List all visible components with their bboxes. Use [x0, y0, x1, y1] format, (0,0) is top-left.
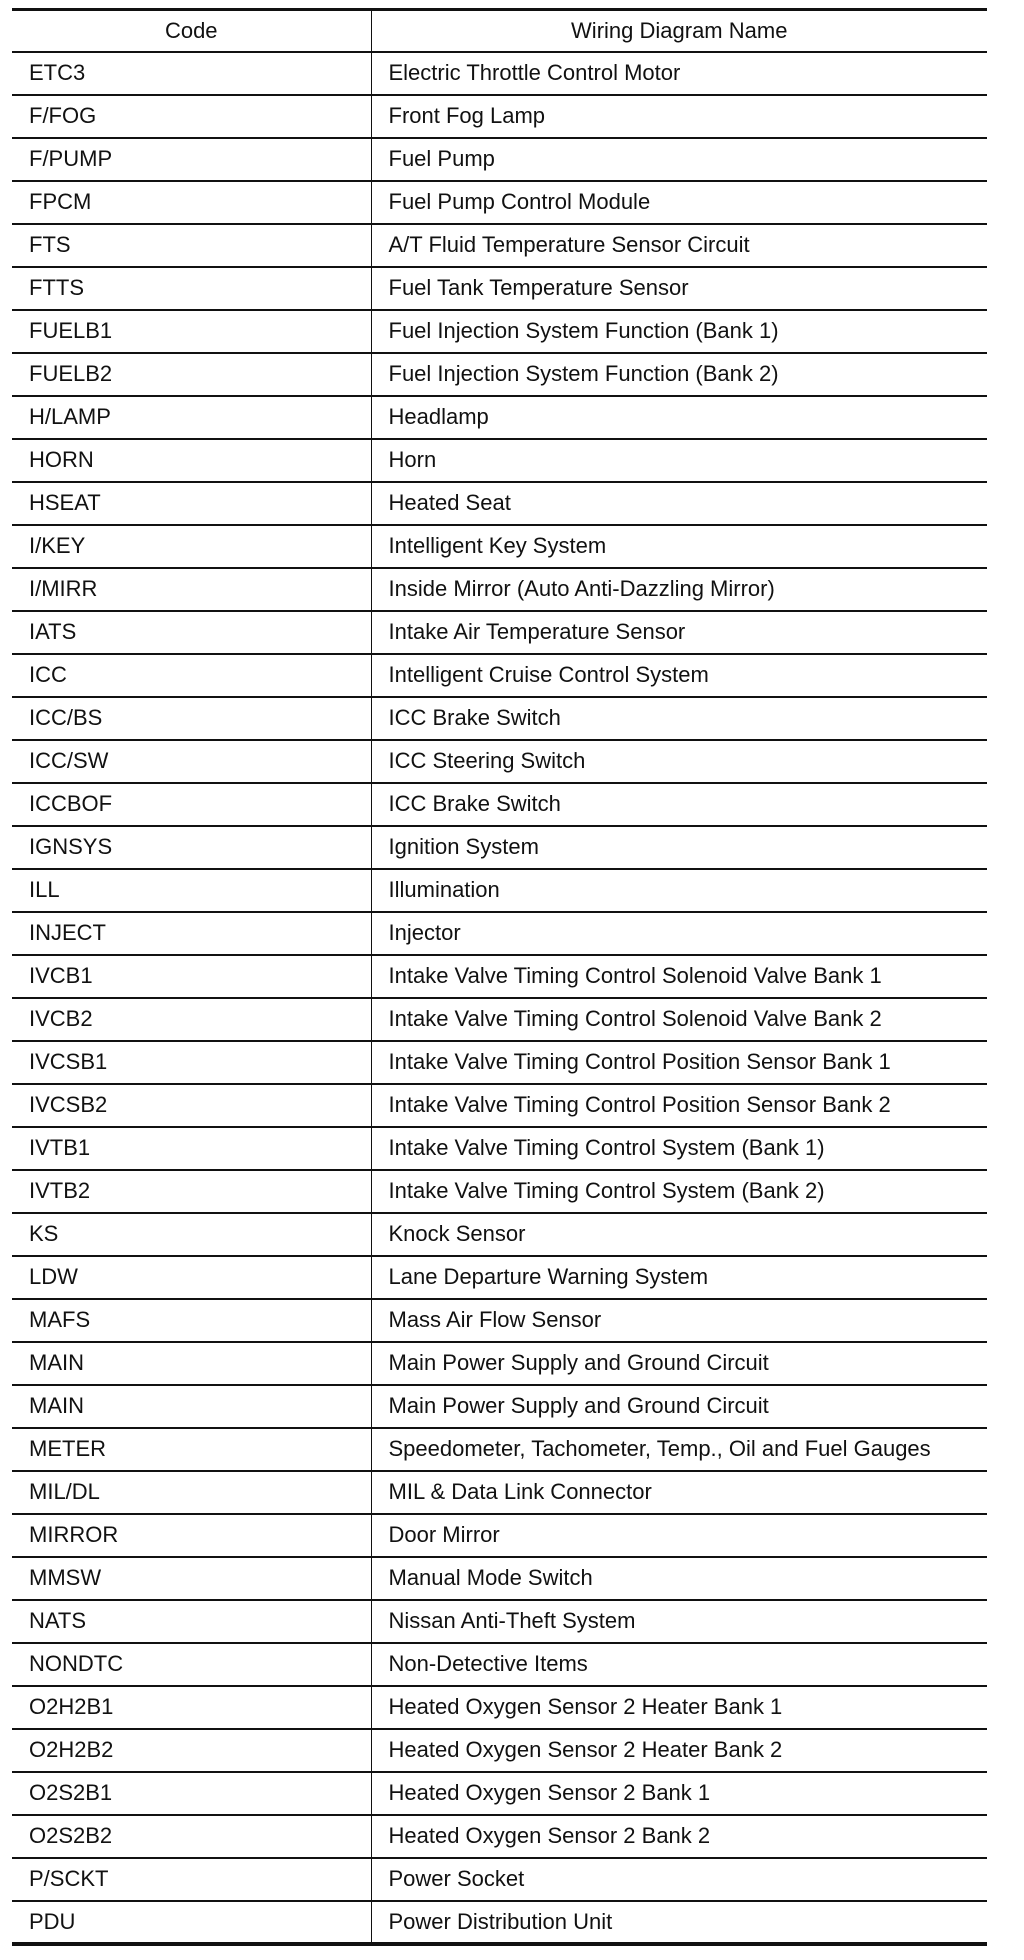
table-row — [12, 998, 987, 1041]
table-row — [12, 654, 987, 697]
wiring-diagram-name-cell: Fuel Injection System Function (Bank 2) — [371, 353, 987, 396]
code-cell: IVCSB2 — [12, 1084, 371, 1127]
table-row — [12, 1299, 987, 1342]
code-cell: ETC3 — [12, 52, 371, 95]
code-cell: F/FOG — [12, 95, 371, 138]
table-row — [12, 1127, 987, 1170]
wiring-diagram-name-cell: Intake Valve Timing Control System (Bank 1) — [371, 1127, 987, 1170]
wiring-diagram-name-cell: Lane Departure Warning System — [371, 1256, 987, 1299]
wiring-diagram-name-cell: Inside Mirror (Auto Anti-Dazzling Mirror) — [371, 568, 987, 611]
code-cell: IVCB2 — [12, 998, 371, 1041]
table-row — [12, 181, 987, 224]
code-cell: I/KEY — [12, 525, 371, 568]
table-row — [12, 1772, 987, 1815]
code-cell: O2H2B2 — [12, 1729, 371, 1772]
code-cell: FTTS — [12, 267, 371, 310]
table-row — [12, 826, 987, 869]
table-body — [12, 52, 987, 1944]
table-row — [12, 568, 987, 611]
table-row — [12, 1471, 987, 1514]
wiring-diagram-name-cell: Intake Valve Timing Control Position Sensor Bank 2 — [371, 1084, 987, 1127]
code-cell: I/MIRR — [12, 568, 371, 611]
wiring-diagram-name-cell: Intelligent Cruise Control System — [371, 654, 987, 697]
code-cell: O2S2B1 — [12, 1772, 371, 1815]
table-row — [12, 396, 987, 439]
wiring-diagram-name-cell: Nissan Anti-Theft System — [371, 1600, 987, 1643]
code-cell: FUELB2 — [12, 353, 371, 396]
wiring-diagram-name-header: Wiring Diagram Name — [371, 10, 987, 52]
table-row — [12, 1041, 987, 1084]
wiring-diagram-name-cell: Intake Valve Timing Control Position Sensor Bank 1 — [371, 1041, 987, 1084]
code-cell: MAIN — [12, 1342, 371, 1385]
wiring-diagram-name-cell: Manual Mode Switch — [371, 1557, 987, 1600]
code-cell: O2H2B1 — [12, 1686, 371, 1729]
code-cell: NONDTC — [12, 1643, 371, 1686]
code-cell: NATS — [12, 1600, 371, 1643]
code-cell: FUELB1 — [12, 310, 371, 353]
wiring-diagram-name-cell: Non-Detective Items — [371, 1643, 987, 1686]
table-row — [12, 267, 987, 310]
table-row — [12, 1514, 987, 1557]
wiring-diagram-name-cell: A/T Fluid Temperature Sensor Circuit — [371, 224, 987, 267]
code-cell: LDW — [12, 1256, 371, 1299]
code-cell: F/PUMP — [12, 138, 371, 181]
table-row — [12, 740, 987, 783]
code-cell: MIRROR — [12, 1514, 371, 1557]
table-row — [12, 1084, 987, 1127]
table-row — [12, 783, 987, 826]
wiring-diagram-name-cell: Intake Valve Timing Control System (Bank 2) — [371, 1170, 987, 1213]
table-row — [12, 353, 987, 396]
code-cell: HORN — [12, 439, 371, 482]
code-cell: MIL/DL — [12, 1471, 371, 1514]
table-row — [12, 224, 987, 267]
wiring-diagram-name-cell: Power Distribution Unit — [371, 1901, 987, 1944]
table-row — [12, 525, 987, 568]
wiring-diagram-name-cell: Main Power Supply and Ground Circuit — [371, 1342, 987, 1385]
table-row — [12, 1815, 987, 1858]
code-cell: FTS — [12, 224, 371, 267]
wiring-diagram-name-cell: Knock Sensor — [371, 1213, 987, 1256]
code-cell: PDU — [12, 1901, 371, 1944]
wiring-diagram-name-cell: Fuel Injection System Function (Bank 1) — [371, 310, 987, 353]
wiring-diagram-name-cell: Front Fog Lamp — [371, 95, 987, 138]
code-cell: MAFS — [12, 1299, 371, 1342]
code-cell: O2S2B2 — [12, 1815, 371, 1858]
code-cell: HSEAT — [12, 482, 371, 525]
wiring-diagram-name-cell: ICC Brake Switch — [371, 697, 987, 740]
wiring-diagram-name-cell: Illumination — [371, 869, 987, 912]
table-row — [12, 1428, 987, 1471]
code-cell: FPCM — [12, 181, 371, 224]
table-row — [12, 697, 987, 740]
table-row — [12, 482, 987, 525]
code-cell: H/LAMP — [12, 396, 371, 439]
wiring-diagram-table — [12, 8, 987, 1946]
wiring-diagram-name-cell: Headlamp — [371, 396, 987, 439]
wiring-diagram-name-cell: Fuel Pump — [371, 138, 987, 181]
wiring-diagram-name-cell: Injector — [371, 912, 987, 955]
wiring-diagram-name-cell: Ignition System — [371, 826, 987, 869]
code-cell: ICC/SW — [12, 740, 371, 783]
table-row — [12, 1557, 987, 1600]
code-cell: ICC/BS — [12, 697, 371, 740]
wiring-diagram-name-cell: Heated Oxygen Sensor 2 Heater Bank 2 — [371, 1729, 987, 1772]
wiring-diagram-name-cell: Door Mirror — [371, 1514, 987, 1557]
code-cell: ILL — [12, 869, 371, 912]
table-row — [12, 912, 987, 955]
table-row — [12, 1385, 987, 1428]
code-cell: ICCBOF — [12, 783, 371, 826]
table-row — [12, 1686, 987, 1729]
code-cell: INJECT — [12, 912, 371, 955]
code-cell: METER — [12, 1428, 371, 1471]
table-row — [12, 52, 987, 95]
wiring-diagram-name-cell: Speedometer, Tachometer, Temp., Oil and Fuel Gauges — [371, 1428, 987, 1471]
code-cell: IVTB2 — [12, 1170, 371, 1213]
code-cell: MAIN — [12, 1385, 371, 1428]
wiring-diagram-name-cell: Main Power Supply and Ground Circuit — [371, 1385, 987, 1428]
table-row — [12, 439, 987, 482]
wiring-diagram-name-cell: MIL & Data Link Connector — [371, 1471, 987, 1514]
code-cell: P/SCKT — [12, 1858, 371, 1901]
code-cell: IATS — [12, 611, 371, 654]
wiring-diagram-name-cell: Fuel Tank Temperature Sensor — [371, 267, 987, 310]
code-cell: MMSW — [12, 1557, 371, 1600]
table-row — [12, 1256, 987, 1299]
code-header: Code — [12, 10, 371, 52]
wiring-diagram-name-cell: Heated Oxygen Sensor 2 Heater Bank 1 — [371, 1686, 987, 1729]
table-row — [12, 1729, 987, 1772]
table-row — [12, 1170, 987, 1213]
code-cell: ICC — [12, 654, 371, 697]
wiring-diagram-name-cell: Intelligent Key System — [371, 525, 987, 568]
wiring-diagram-name-cell: Mass Air Flow Sensor — [371, 1299, 987, 1342]
wiring-diagram-name-cell: Heated Oxygen Sensor 2 Bank 2 — [371, 1815, 987, 1858]
wiring-diagram-name-cell: Intake Valve Timing Control Solenoid Valve Bank 2 — [371, 998, 987, 1041]
table-row — [12, 869, 987, 912]
wiring-diagram-name-cell: ICC Steering Switch — [371, 740, 987, 783]
wiring-diagram-name-cell: Electric Throttle Control Motor — [371, 52, 987, 95]
table-row — [12, 310, 987, 353]
header-row — [12, 10, 987, 52]
code-cell: IVTB1 — [12, 1127, 371, 1170]
table-row — [12, 955, 987, 998]
table-row — [12, 1643, 987, 1686]
code-cell: IVCB1 — [12, 955, 371, 998]
wiring-diagram-name-cell: Horn — [371, 439, 987, 482]
table-row — [12, 1901, 987, 1944]
code-cell: IVCSB1 — [12, 1041, 371, 1084]
table-row — [12, 1213, 987, 1256]
wiring-diagram-name-cell: Intake Air Temperature Sensor — [371, 611, 987, 654]
wiring-diagram-name-cell: Heated Seat — [371, 482, 987, 525]
wiring-diagram-name-cell: Heated Oxygen Sensor 2 Bank 1 — [371, 1772, 987, 1815]
table-row — [12, 1600, 987, 1643]
code-cell: IGNSYS — [12, 826, 371, 869]
table-row — [12, 95, 987, 138]
wiring-diagram-name-cell: Power Socket — [371, 1858, 987, 1901]
table-row — [12, 138, 987, 181]
wiring-diagram-name-cell: ICC Brake Switch — [371, 783, 987, 826]
wiring-diagram-name-cell: Intake Valve Timing Control Solenoid Valve Bank 1 — [371, 955, 987, 998]
code-cell: KS — [12, 1213, 371, 1256]
table-row — [12, 611, 987, 654]
wiring-diagram-name-cell: Fuel Pump Control Module — [371, 181, 987, 224]
table-row — [12, 1858, 987, 1901]
table-row — [12, 1342, 987, 1385]
